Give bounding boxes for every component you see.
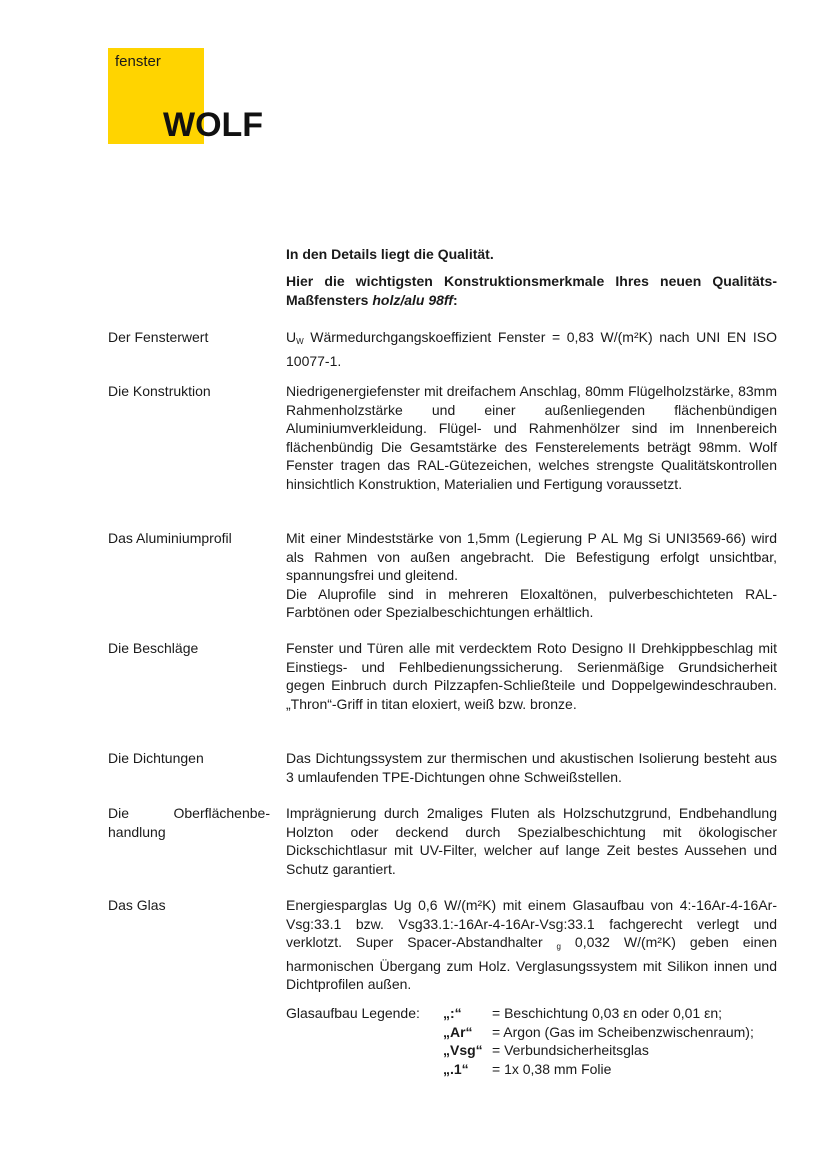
- section-body-continued: 0,032 W/(m²K) geben einen harmonischen Übergang zum Holz. Verglasungssystem mit Silikon innen und Dichtprofilen außen.: [286, 934, 777, 992]
- legend-title: Glasaufbau Legende:: [286, 1005, 420, 1021]
- section-label: Die Oberflächenbe-handlung: [108, 805, 270, 840]
- section-body: Wärmedurchgangskoeffizient Fenster = 0,83 W/(m²K) nach UNI EN ISO 10077-1.: [286, 329, 777, 369]
- section-paragraph: Die Aluprofile sind in mehreren Eloxaltönen, pulverbeschichteten RAL-Farbtönen oder Spezialbeschichtungen erhältlich.: [286, 585, 777, 620]
- u-subscript: W: [296, 337, 304, 346]
- section-paragraph: Mit einer Mindeststärke von 1,5mm (Legierung P AL Mg Si UNI3569-66) wird als Rahmen von außen angebracht. Die Befestigung erfolgt unsichtbar, spannungsfrei und gleitend.: [286, 530, 777, 583]
- legend-description: = Verbundsicherheitsglas: [492, 1042, 649, 1058]
- intro-heading: In den Details liegt die Qualität.: [286, 246, 494, 262]
- section-text: Niedrigenergiefenster mit dreifachem Anschlag, 80mm Flügelholzstärke, 83mm Rahmenholzstärke und einer außenliegenden flächenbündigen Aluminiumverkleidung. Flügel- und Rahmenhölzer sind im Innenbereich flächenbündig Die Gesamtstärke des Fensterelements beträgt 98mm. Wolf Fenster tragen das RAL-Gütezeichen, welches strengste Qualitätskontrollen hinsichtlich Konstruktion, Materialien und Fertigung voraussetzt.: [286, 383, 777, 492]
- legend-symbol: „Vsg“: [443, 1042, 483, 1058]
- section-label: Das Aluminiumprofil: [108, 530, 232, 546]
- section-text: Fenster und Türen alle mit verdecktem Roto Designo II Drehkippbeschlag mit Einstiegs- und Fehlbedienungssicherung. Serienmäßige Grundsicherheit gegen Einbruch durch Pilzzapfen-Schließteile und Doppelgewindeschrauben. „Thron“-Griff in titan eloxiert, weiß bzw. bronze.: [286, 640, 777, 712]
- section-label: Der Fensterwert: [108, 329, 209, 345]
- legend-symbol: „Ar“: [443, 1023, 473, 1040]
- intro-model-name: holz/alu 98ff: [372, 291, 454, 308]
- logo-wordmark-small: fenster: [115, 53, 161, 70]
- section-text: [286, 529, 777, 622]
- section-body: Energiesparglas Ug 0,6 W/(m²K) mit einem Glasaufbau von 4:-16Ar-4-16Ar-Vsg:33.1 bzw. Vsg33.1:-16Ar-4-16Ar-Vsg:33.1 fachgerecht verlegt und verklotzt. Super Spacer-Abstandhalter: [286, 897, 777, 950]
- section-text: Imprägnierung durch 2maliges Fluten als Holzschutzgrund, Endbehandlung Holzton oder deckend durch Spezialbeschichtung mit ökologischer Dickschichtlasur mit UV-Filter, welcher auf lange Zeit bestes Aussehen und Schutz garantiert.: [286, 805, 777, 877]
- section-text: Das Dichtungssystem zur thermischen und akustischen Isolierung besteht aus 3 umlaufenden TPE-Dichtungen ohne Schweißstellen.: [286, 750, 777, 785]
- section-label: Das Glas: [108, 897, 166, 913]
- logo-wordmark-big: WOLF: [163, 106, 264, 144]
- legend-symbol: „:“: [443, 1005, 462, 1021]
- section-label: Die Beschläge: [108, 640, 199, 656]
- intro-subheading-text: Hier die wichtigsten Konstruktionsmerkmale Ihres neuen Qualitäts-Maßfensters: [286, 273, 777, 308]
- section-text: [286, 896, 777, 994]
- legend-description: = Argon (Gas im Scheibenzwischenraum);: [492, 1023, 754, 1040]
- legend-description: = Beschichtung 0,03 εn oder 0,01 εn;: [492, 1005, 723, 1021]
- legend-description: = 1x 0,38 mm Folie: [492, 1060, 612, 1077]
- section-text: [286, 328, 777, 370]
- legend-symbol: „.1“: [443, 1060, 469, 1077]
- intro-subheading-colon: :: [453, 291, 458, 308]
- section-label: Die Konstruktion: [108, 383, 211, 399]
- psi-subscript: g: [556, 942, 561, 951]
- u-symbol: U: [286, 329, 297, 345]
- company-logo: [108, 48, 276, 144]
- intro-subheading: [286, 272, 777, 309]
- section-label: Die Dichtungen: [108, 750, 204, 766]
